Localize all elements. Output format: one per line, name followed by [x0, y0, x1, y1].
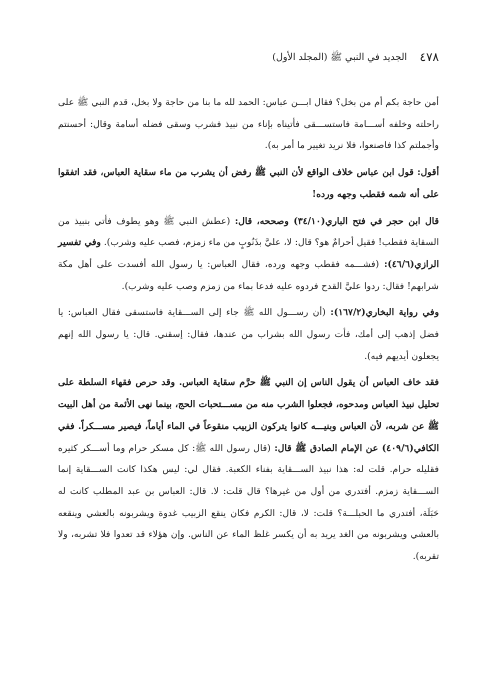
page-header: [58, 50, 439, 70]
bold-text: أقول: قول ابن عباس خلاف الواقع لأن النبي ﷺ رفض أن يشرب من ماء سقاية العباس، فقد اتفقوا على أنه شمه فقطب وجهه ورده!: [58, 167, 439, 200]
text-run: (قال رسول الله ﷺ: كل مسكر حرام وما أســـكر كثيره فقليله حرام. قلت له: هذا نبيذ الســـقاية بفناء الكعبة. فقال لي: ليس هكذا كانت الســـقاية إنما الســـقاية زمزم. أفتدري من أول من غيرها؟ قال قلت: لا. قال: العباس بن عبد المطلب كانت له حَبَلَة، أفتدري ما الحبلـــة؟ قلت: لا، قال: الكرم فكان ينقع الزبيب غدوة ويشربونه بالعشي وينقعه بالعشي ويشربونه من الغد يريد به أن يكسر غلظ الماء عن الناس. وإن هؤلاء قد تعدوا فلا تشربه، ولا تقربه).: [58, 442, 439, 563]
paragraph: [58, 92, 439, 157]
page-number: ٤٧٨: [419, 50, 439, 64]
paragraph: [58, 211, 439, 298]
bold-text: قال ابن حجر في فتح الباري(٣٤/١٠) وصححه، قال:: [230, 215, 439, 227]
text-run: (عطش النبي ﷺ وهو يطوف فأتي بنبيذ من السقاية فقطب! فقيل أحرامٌ هو؟ قال: لا، عليَّ بذَنُوبٍ من ماء زمزم، فصب عليه وشرب).: [58, 215, 439, 249]
paragraph: [58, 372, 439, 567]
bold-text: وفي تفسير الرازي(٤٦/٦):: [58, 237, 439, 270]
bold-text: فقد خاف العباس أن يقول الناس إن النبي ﷺ حرَّم سقاية العباس. وقد حرص فقهاء السلطة على تحليل نبيذ العباس ومدحوه، فجعلوا الشرب منه من مســـتحبات الحج، بينما نهى الأئمة من أهل البيت ﷺ عن شربه، لأن العباس وبنيـــه كانوا يتركون الزبيب منقوعاً في الماء أياماً، فيصير مســـكراً. ففي الكافي(٤٠٩/٦) عن الإمام الصادق ﷺ قال:: [58, 377, 439, 454]
bold-text: وفي رواية البخاري(١٦٧/٢):: [325, 307, 440, 319]
text-run: (أن رســـول الله ﷺ جاء إلى الســـقاية فاستسقى فقال العباس: يا فضل إذهب إلى أمك، فأت رسول الله بشراب من عندها، فقال: إسقني. قال: يا رسول الله إنهم يجعلون أيديهم فيه).: [58, 307, 439, 362]
paragraph: [58, 162, 439, 205]
running-title: الجديد في النبي ﷺ (المجلد الأول): [272, 52, 407, 63]
text-run: (فشـــمه فقطب وجهه ورده، فقال العباس: يا رسول الله أفسدت على أهل مكة شرابهم! فقال: ردوا عليَّ القدح فردوه عليه فدعا بماء من زمزم وصب عليه وشرب).: [58, 258, 439, 292]
body-text: [58, 92, 439, 573]
text-run: أمن حاجة بكم أم من بخل؟ فقال ابـــن عباس: الحمد لله ما بنا من حاجة ولا بخل، قدم النبي ﷺ على راحلته وخلفه أســـامة فاستســـقى فأتيناه بإناء من نبيذ فشرب وسقى فضله أسامة وقال: أحسنتم وأجملتم كذا فاصنعوا، فلا نريد تغيير ما أمر به).: [58, 97, 439, 152]
paragraph: [58, 302, 439, 367]
